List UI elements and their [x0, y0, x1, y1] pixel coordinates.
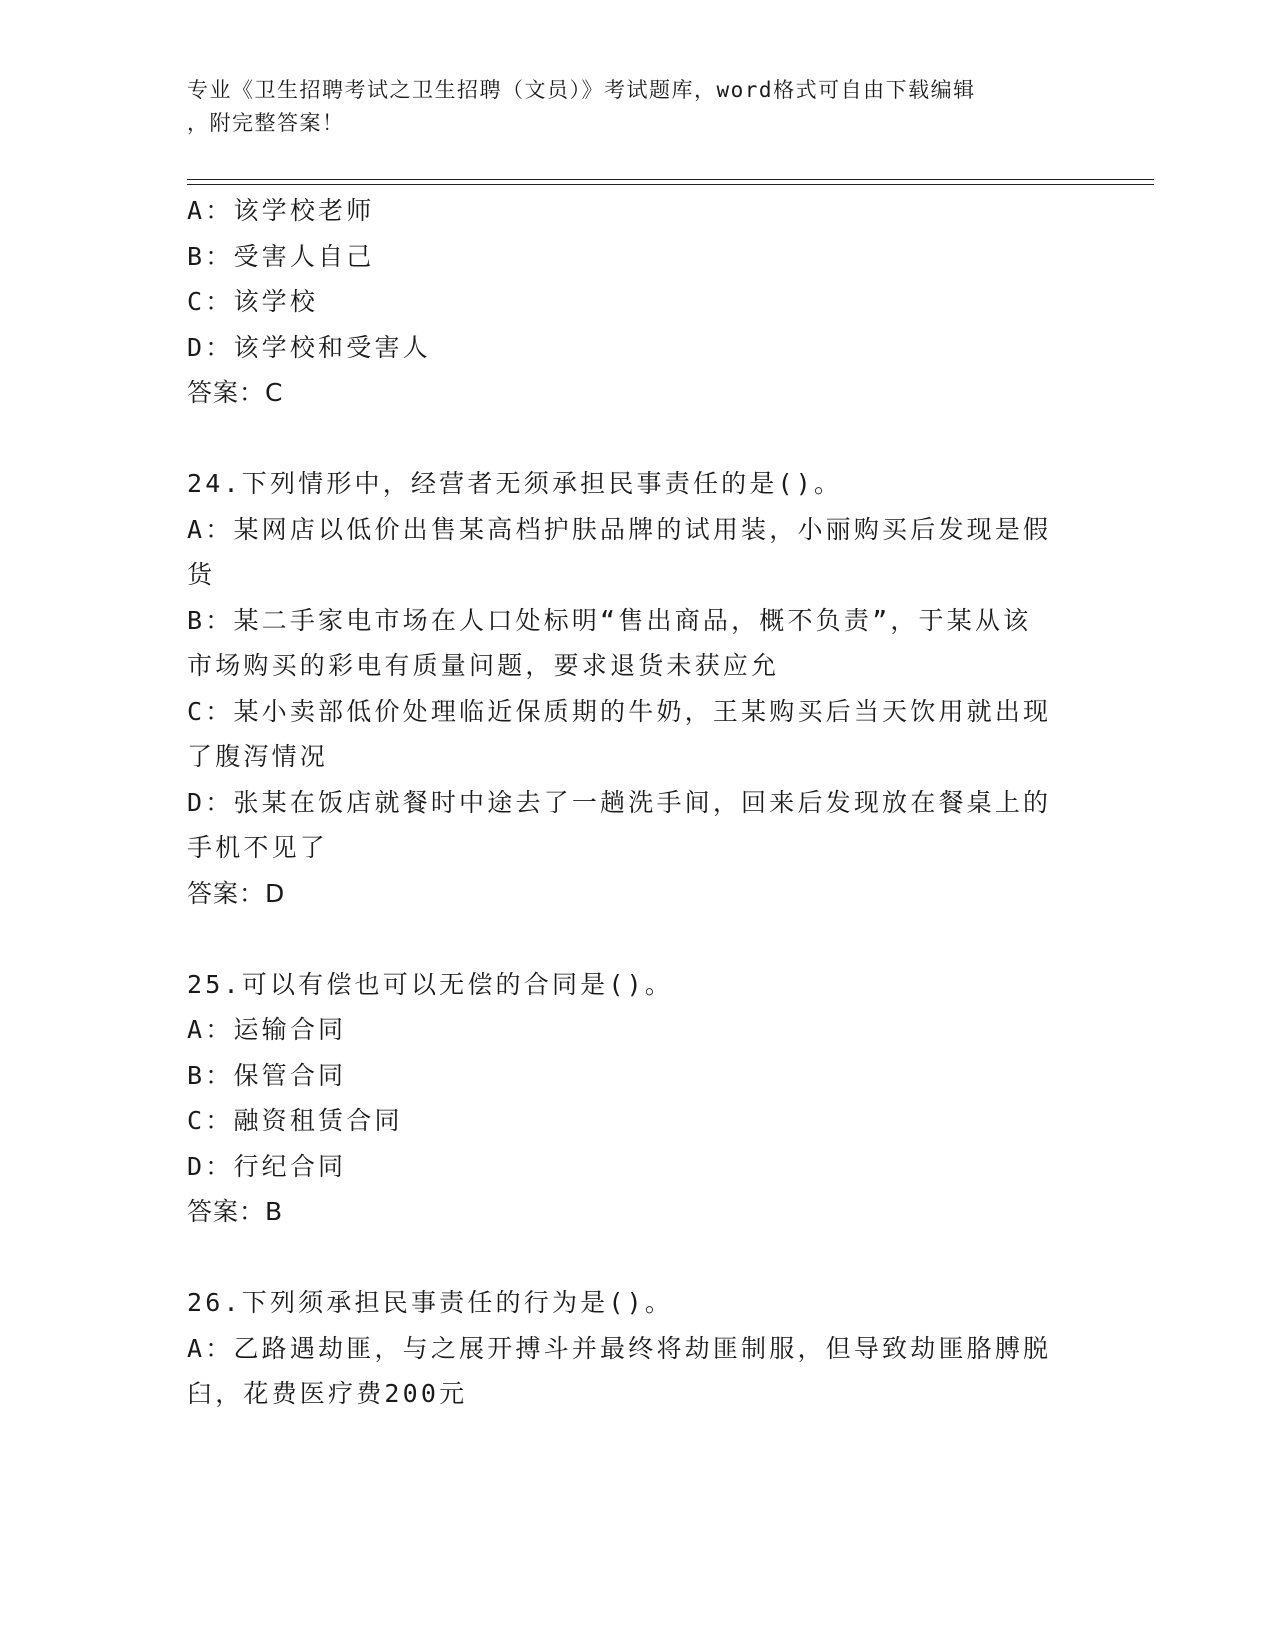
q24-option-c-line-1: C：某小卖部低价处理临近保质期的牛奶，王某购买后当天饮用就出现 [187, 696, 1052, 726]
q23-answer: 答案：C [187, 378, 284, 407]
q24-option-b-line-1: B：某二手家电市场在人口处标明“售出商品，概不负责”，于某从该 [187, 605, 1032, 635]
q25-option-d: D：行纪合同 [187, 1151, 347, 1181]
q24-option-b-line-2: 市场购买的彩电有质量问题，要求退货未获应允 [187, 651, 780, 680]
q24-option-d-line-1: D：张某在饭店就餐时中途去了一趟洗手间，回来后发现放在餐桌上的 [187, 787, 1052, 817]
q24-stem: 24.下列情形中，经营者无须承担民事责任的是()。 [187, 469, 843, 498]
spacer [187, 916, 1077, 962]
q24-option-c-line-2: 了腹泻情况 [187, 742, 329, 771]
spacer [187, 416, 1077, 462]
header-line-2: ，附完整答案！ [187, 111, 345, 135]
q24-answer: 答案：D [187, 878, 286, 908]
q23-option-c: C：该学校 [187, 287, 319, 316]
q25-answer: 答案：B [187, 1197, 284, 1226]
q26-option-a-line-1: A：乙路遇劫匪，与之展开搏斗并最终将劫匪制服，但导致劫匪胳膊脱 [187, 1333, 1052, 1363]
header-rule-top [187, 179, 1154, 180]
q23-option-d: D：该学校和受害人 [187, 332, 431, 362]
q24-option-a-line-2: 货 [187, 560, 216, 589]
q25-option-a: A：运输合同 [187, 1015, 347, 1044]
question-content [187, 188, 1077, 1417]
document-header [187, 74, 1067, 140]
q23-option-a: A：该学校老师 [187, 196, 375, 225]
q25-stem: 25.可以有偿也可以无偿的合同是()。 [187, 969, 674, 999]
q25-option-b: B：保管合同 [187, 1060, 347, 1090]
q24-option-a-line-1: A：某网店以低价出售某高档护肤品牌的试用装，小丽购买后发现是假 [187, 514, 1052, 544]
header-line-1: 专业《卫生招聘考试之卫生招聘（文员）》考试题库，word格式可自由下载编辑 [187, 78, 976, 102]
q25-option-c: C：融资租赁合同 [187, 1106, 403, 1135]
q24-option-d-line-2: 手机不见了 [187, 833, 329, 862]
spacer [187, 1235, 1077, 1281]
q26-option-a-line-2: 臼，花费医疗费200元 [187, 1379, 468, 1408]
q26-stem: 26.下列须承担民事责任的行为是()。 [187, 1288, 674, 1317]
header-rule-bottom [187, 184, 1154, 185]
q23-option-b: B：受害人自己 [187, 241, 375, 271]
